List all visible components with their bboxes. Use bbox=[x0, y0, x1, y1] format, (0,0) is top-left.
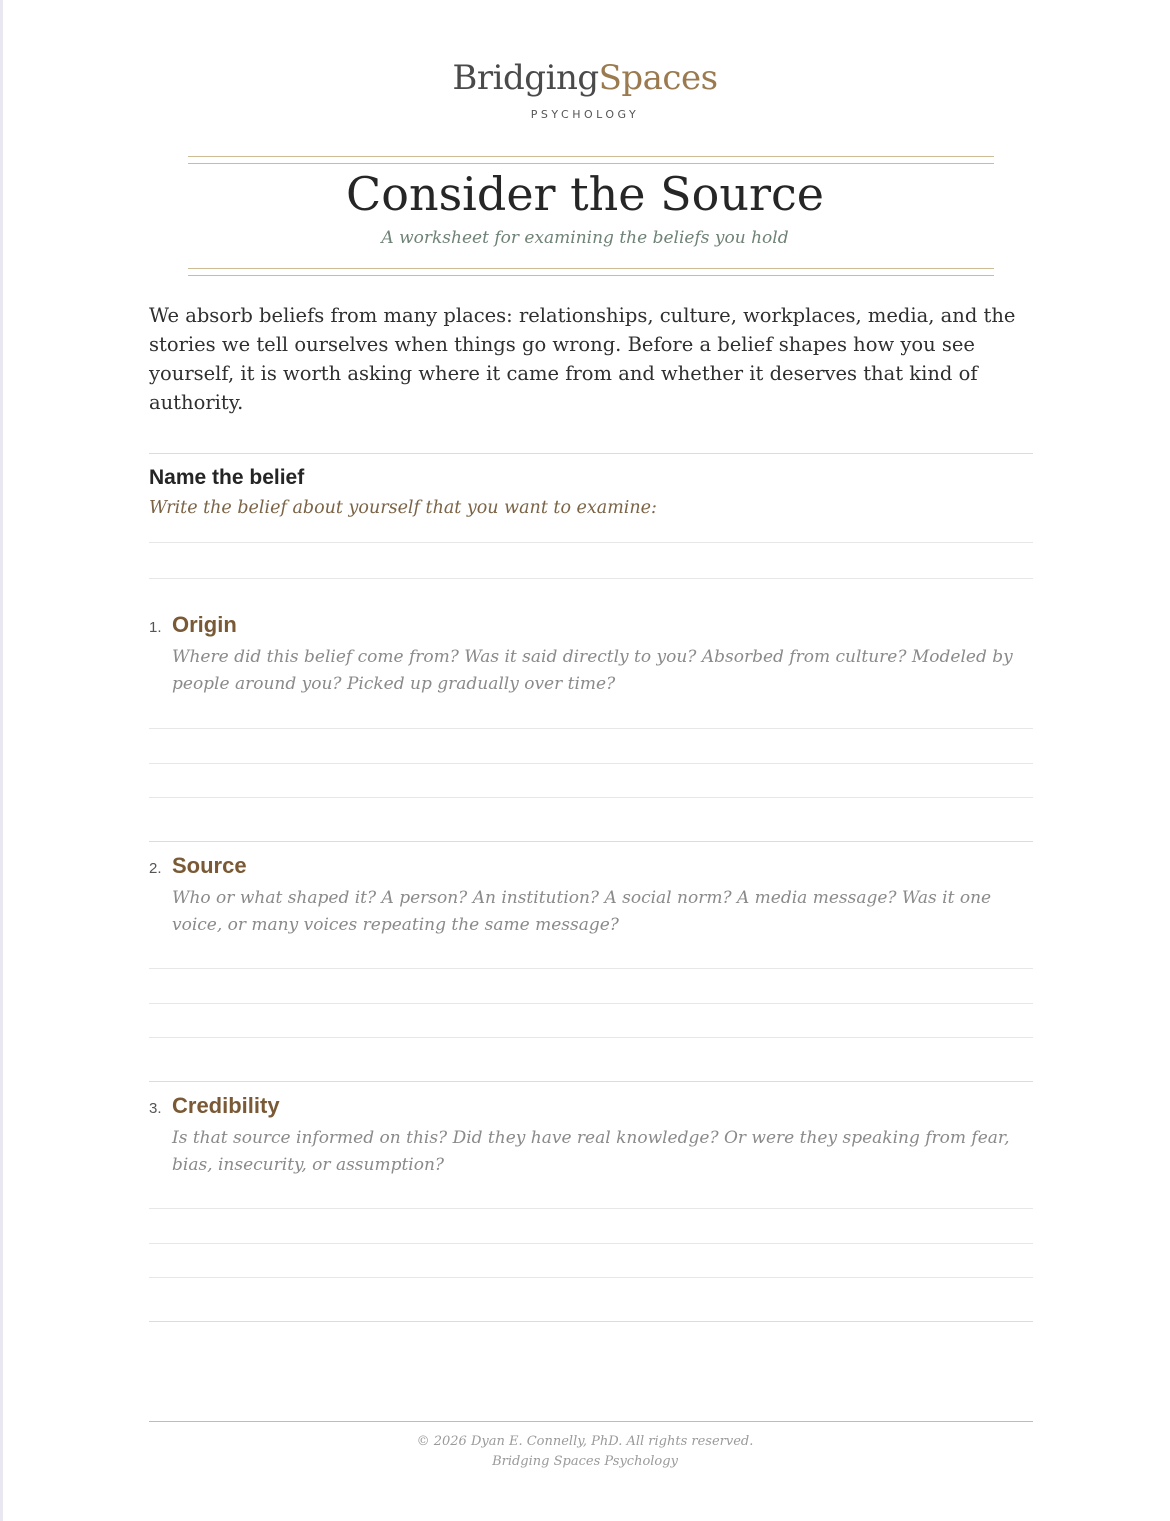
section-title: Credibility bbox=[172, 1093, 280, 1118]
write-line[interactable] bbox=[149, 728, 1033, 729]
logo bbox=[0, 58, 1170, 121]
section-prompt: Where did this belief come from? Was it said directly to you? Absorbed from culture? Modeled by people around you? Picked up gradually over time? bbox=[172, 647, 1013, 694]
section-number: 1. bbox=[149, 619, 162, 636]
section-divider bbox=[149, 841, 1033, 842]
write-line[interactable] bbox=[149, 763, 1033, 764]
title-rule-top-1 bbox=[188, 156, 994, 157]
section-number: 3. bbox=[149, 1100, 162, 1117]
section-source bbox=[149, 853, 1029, 939]
title-rule-bottom-2 bbox=[188, 275, 994, 276]
footer-rule bbox=[149, 1421, 1033, 1422]
logo-wordmark bbox=[0, 58, 1170, 98]
logo-word-spaces: Spaces bbox=[598, 58, 718, 98]
section-divider bbox=[149, 453, 1033, 454]
page-title: Consider the Source bbox=[346, 167, 824, 221]
write-line[interactable] bbox=[149, 1243, 1033, 1244]
write-line[interactable] bbox=[149, 1003, 1033, 1004]
name-belief-title: Name the belief bbox=[149, 466, 305, 489]
section-divider bbox=[149, 1081, 1033, 1082]
section-prompt: Who or what shaped it? A person? An institution? A social norm? A media message? Was it one voice, or many voices repeating the same message? bbox=[172, 888, 992, 935]
section-number: 2. bbox=[149, 860, 162, 877]
name-belief-prompt: Write the belief about yourself that you want to examine: bbox=[149, 498, 657, 518]
page-subtitle: A worksheet for examining the beliefs you hold bbox=[381, 228, 789, 248]
section-credibility bbox=[149, 1093, 1029, 1179]
write-line[interactable] bbox=[149, 968, 1033, 969]
write-line[interactable] bbox=[149, 1208, 1033, 1209]
section-divider bbox=[149, 1321, 1033, 1322]
footer-copyright: © 2026 Dyan E. Connelly, PhD. All rights reserved. bbox=[416, 1434, 754, 1449]
section-origin bbox=[149, 612, 1029, 698]
title-rule-bottom-1 bbox=[188, 268, 994, 269]
logo-subtitle: PSYCHOLOGY bbox=[530, 108, 640, 121]
write-line[interactable] bbox=[149, 542, 1033, 543]
section-prompt: Is that source informed on this? Did they have real knowledge? Or were they speaking from fear, bias, insecurity, or assumption? bbox=[172, 1128, 1010, 1175]
intro-paragraph: We absorb beliefs from many places: relationships, culture, workplaces, media, and the stories we tell ourselves when things go wrong. Before a belief shapes how you see yourself, it is worth asking where it came from and whether it deserves that kind of authority. bbox=[149, 304, 1016, 414]
write-line[interactable] bbox=[149, 1037, 1033, 1038]
footer-org: Bridging Spaces Psychology bbox=[492, 1454, 678, 1469]
write-line[interactable] bbox=[149, 797, 1033, 798]
write-line[interactable] bbox=[149, 578, 1033, 579]
logo-word-bridging: Bridging bbox=[452, 58, 599, 98]
section-title: Origin bbox=[172, 612, 237, 637]
write-line[interactable] bbox=[149, 1277, 1033, 1278]
section-title: Source bbox=[172, 853, 247, 878]
title-rule-top-2 bbox=[188, 163, 994, 164]
